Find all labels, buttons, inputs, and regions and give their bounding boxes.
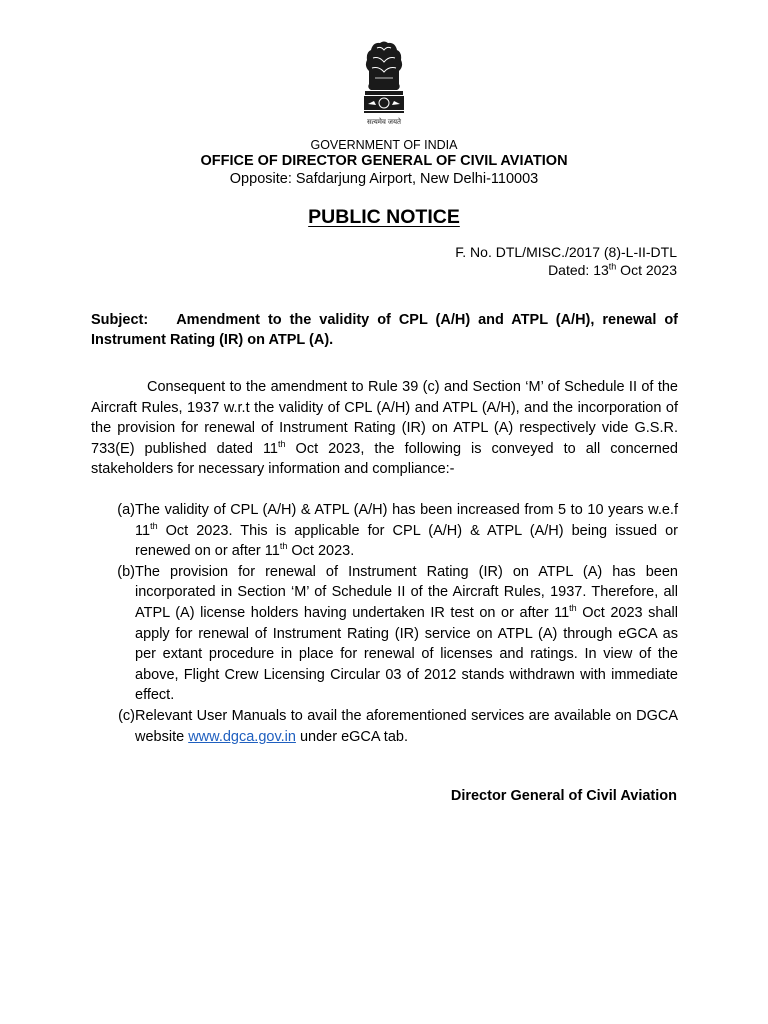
- notice-date: [548, 262, 677, 278]
- list-item-c: [91, 706, 678, 747]
- notice-items-list: [91, 500, 678, 747]
- item-c-text-2: under eGCA tab.: [295, 728, 408, 745]
- intro-paragraph: [91, 377, 678, 480]
- item-a-text-2: Oct 2023. This is applicable for CPL (A/H) & ATPL (A/H) being issued or renewed on or after 11: [135, 522, 678, 560]
- file-number: F. No. DTL/MISC./2017 (8)-L-II-DTL: [455, 244, 677, 260]
- emblem-motto: सत्यमेव जयते: [366, 119, 402, 126]
- intro-text-2: Oct 2023, the following is conveyed to all concerned stakeholders for necessary information and compliance:-: [91, 440, 678, 478]
- item-text: [135, 500, 678, 562]
- date-sup: th: [608, 261, 617, 272]
- subject-line: [91, 310, 678, 350]
- government-heading: GOVERNMENT OF INDIA: [310, 138, 458, 152]
- item-marker: (b): [117, 563, 135, 580]
- page-title: PUBLIC NOTICE: [308, 206, 460, 228]
- item-text: [135, 562, 678, 706]
- dgca-website-link[interactable]: www.dgca.gov.in: [188, 728, 296, 745]
- signature-block: Director General of Civil Aviation: [450, 788, 677, 804]
- item-b-text-1: The provision for renewal of Instrument Rating (IR) on ATPL (A) has been incorporated in Section ‘M’ of Schedule II of the Aircraft Rules, 1937. Therefore, all ATPL (A) license holders having undertaken IR test on or after 11: [135, 563, 678, 621]
- subject-label: Subject:: [91, 312, 149, 328]
- list-item-b: [91, 562, 678, 706]
- item-b-text-2: Oct 2023 shall apply for renewal of Instrument Rating (IR) service on ATPL (A) through eGCA as per extant procedure in place for renewal of licenses and ratings. In view of the above, Flight Crew Licensing Circular 03 of 2012 stands withdrawn with immediate effect.: [135, 604, 678, 704]
- subject-text: Amendment to the validity of CPL (A/H) and ATPL (A/H), renewal of Instrument Rating (IR) on ATPL (A).: [91, 312, 678, 348]
- intro-text-1: Consequent to the amendment to Rule 39 (c) and Section ‘M’ of Schedule II of the Aircraft Rules, 1937 w.r.t the validity of CPL (A/H) and ATPL (A/H), and the incorporation of the provision for renewal of Instrument Rating (IR) on ATPL (A) respectively vide G.S.R. 733(E) published dated 11: [91, 379, 678, 457]
- office-address: Opposite: Safdarjung Airport, New Delhi-110003: [229, 171, 539, 187]
- list-item-a: [91, 500, 678, 562]
- item-a-sup-2: th: [279, 541, 288, 552]
- item-a-text-3: Oct 2023.: [287, 543, 355, 560]
- date-prefix: Dated: 13: [548, 262, 609, 278]
- office-heading: OFFICE OF DIRECTOR GENERAL OF CIVIL AVIATION: [200, 153, 568, 169]
- item-c-text-1: Relevant User Manuals to avail the aforementioned services are available on DGCA website: [135, 707, 678, 745]
- item-text: [135, 706, 678, 747]
- item-marker: (c): [118, 707, 135, 724]
- intro-sup: th: [278, 438, 286, 449]
- item-b-sup: th: [569, 603, 577, 614]
- item-a-sup-1: th: [150, 520, 158, 531]
- item-a-text-1: The validity of CPL (A/H) & ATPL (A/H) has been increased from 5 to 10 years w.e.f 11: [135, 502, 678, 539]
- date-suffix: Oct 2023: [616, 262, 677, 278]
- item-marker: (a): [117, 502, 135, 518]
